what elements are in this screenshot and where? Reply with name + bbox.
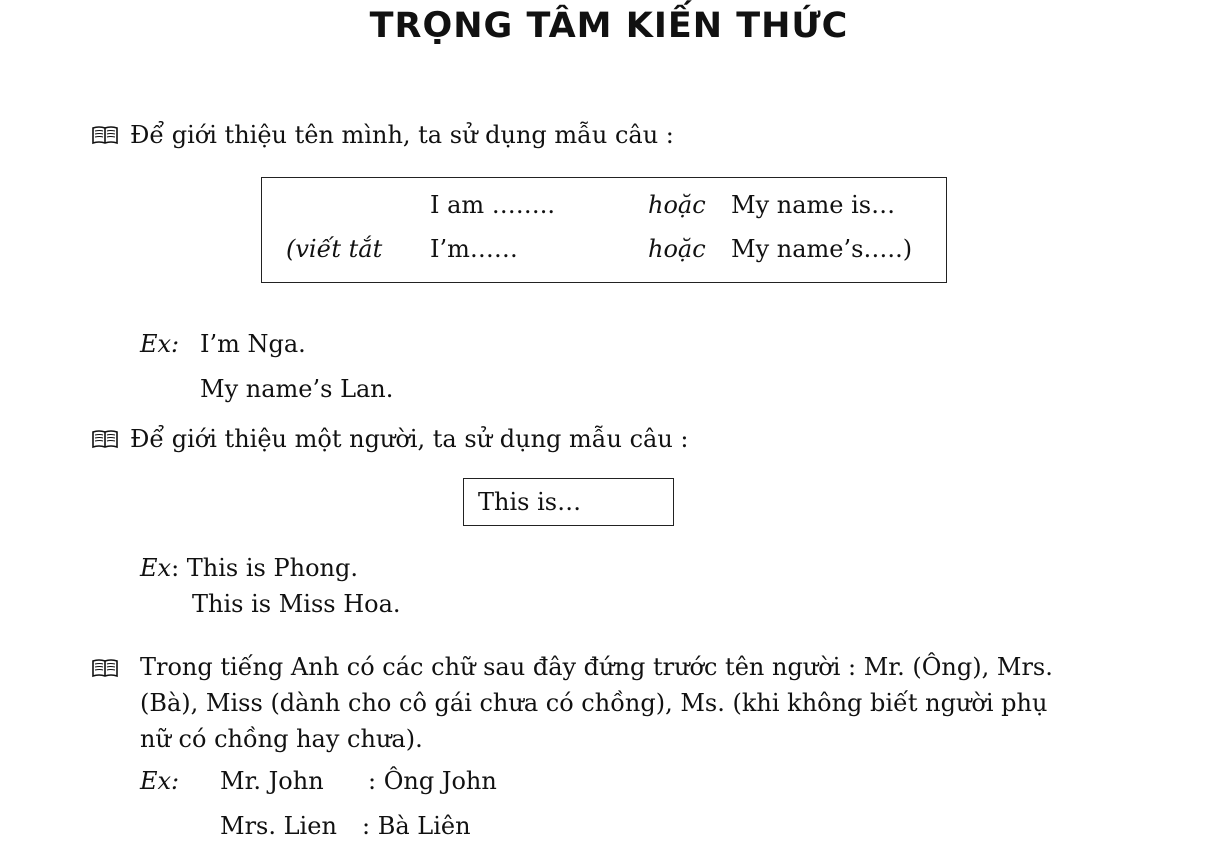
pattern-i-am: I am ……..: [430, 191, 556, 219]
example-line: This is Miss Hoa.: [192, 590, 401, 618]
section2-intro: Để giới thiệu một người, ta sử dụng mẫu câu :: [130, 425, 689, 453]
open-book-icon: [92, 125, 118, 145]
pattern-or-2: hoặc: [648, 235, 706, 263]
example-en: Mr. John: [220, 767, 324, 795]
section3-line: (Bà), Miss (dành cho cô gái chưa có chồng), Ms. (khi không biết người phụ: [140, 689, 1048, 717]
pattern-my-name-is: My name is…: [731, 191, 896, 219]
example-line: My name’s Lan.: [200, 375, 394, 403]
example-label: Ex:: [140, 767, 180, 795]
section3-line: Trong tiếng Anh có các chữ sau đây đứng trước tên người : Mr. (Ông), Mrs.: [140, 653, 1053, 681]
page-title: TRỌNG TÂM KIẾN THỨC: [369, 6, 849, 46]
example-label: Ex:: [140, 330, 180, 358]
pattern-im: I’m……: [430, 235, 518, 263]
example-line: [140, 551, 358, 585]
section3-line: nữ có chồng hay chưa).: [140, 725, 423, 753]
example-vi: : Ông John: [368, 767, 497, 795]
example-line: I’m Nga.: [200, 330, 306, 358]
section1-intro: Để giới thiệu tên mình, ta sử dụng mẫu câu :: [130, 121, 674, 149]
open-book-icon: [92, 658, 118, 678]
example-en: Mrs. Lien: [220, 812, 337, 840]
pattern-or-1: hoặc: [648, 191, 706, 219]
pattern-abbrev-label: (viết tắt: [286, 235, 383, 263]
open-book-icon: [92, 429, 118, 449]
example-text: : This is Phong.: [171, 554, 358, 582]
pattern-this-is: This is…: [478, 488, 582, 516]
pattern-my-names: My name’s…..): [731, 235, 913, 263]
example-label: Ex: [140, 554, 172, 582]
example-vi: : Bà Liên: [362, 812, 471, 840]
